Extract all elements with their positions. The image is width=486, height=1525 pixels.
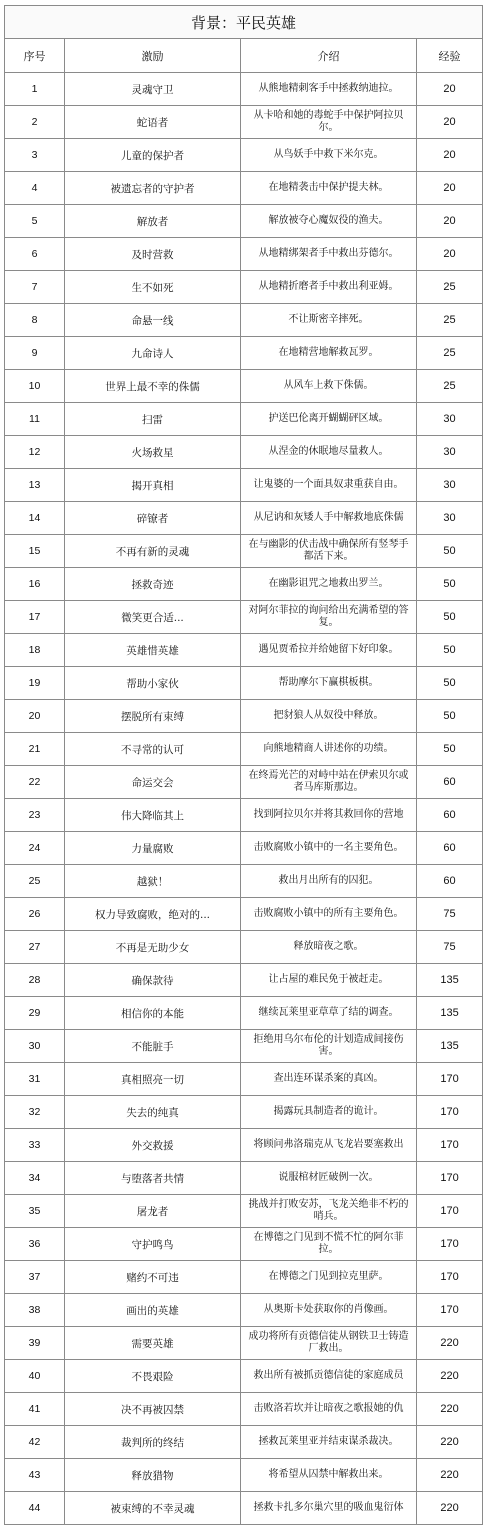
achievement-name-cell: 画出的英雄 xyxy=(65,1294,241,1327)
experience-cell: 60 xyxy=(417,799,483,832)
achievement-name-cell: 与堕落者共情 xyxy=(65,1162,241,1195)
achievement-description-cell: 从风车上救下侏儒。 xyxy=(241,370,417,403)
achievement-description-cell: 将顾问弗洛瑞克从飞龙岩要塞救出 xyxy=(241,1129,417,1162)
table-row xyxy=(5,1129,483,1162)
experience-cell: 50 xyxy=(417,634,483,667)
row-number-cell: 30 xyxy=(5,1030,65,1063)
table-row xyxy=(5,502,483,535)
row-number-cell: 24 xyxy=(5,832,65,865)
achievement-description-cell: 向熊地精商人讲述你的功绩。 xyxy=(241,733,417,766)
row-number-cell: 7 xyxy=(5,271,65,304)
achievement-name-cell: 英雄惜英雄 xyxy=(65,634,241,667)
table-row xyxy=(5,766,483,799)
row-number-cell: 21 xyxy=(5,733,65,766)
row-number-cell: 31 xyxy=(5,1063,65,1096)
achievement-description-cell: 从地精折磨者手中救出利亚姆。 xyxy=(241,271,417,304)
table-row xyxy=(5,1393,483,1426)
table-row xyxy=(5,139,483,172)
experience-cell: 25 xyxy=(417,271,483,304)
achievement-name-cell: 扫雷 xyxy=(65,403,241,436)
experience-cell: 30 xyxy=(417,502,483,535)
experience-cell: 20 xyxy=(417,172,483,205)
table-row xyxy=(5,1228,483,1261)
table-row xyxy=(5,73,483,106)
experience-cell: 170 xyxy=(417,1261,483,1294)
achievement-description-cell: 遇见贾希拉并给她留下好印象。 xyxy=(241,634,417,667)
achievement-description-cell: 把豺狼人从奴役中释放。 xyxy=(241,700,417,733)
achievement-name-cell: 被遗忘者的守护者 xyxy=(65,172,241,205)
row-number-cell: 29 xyxy=(5,997,65,1030)
achievement-name-cell: 裁判所的终结 xyxy=(65,1426,241,1459)
row-number-cell: 18 xyxy=(5,634,65,667)
achievement-name-cell: 命运交会 xyxy=(65,766,241,799)
achievement-name-cell: 力量腐败 xyxy=(65,832,241,865)
achievement-description-cell: 救出月出所有的囚犯。 xyxy=(241,865,417,898)
achievement-description-cell: 对阿尔菲拉的询问给出充满希望的答复。 xyxy=(241,601,417,634)
achievement-name-cell: 越狱！ xyxy=(65,865,241,898)
row-number-cell: 19 xyxy=(5,667,65,700)
experience-cell: 25 xyxy=(417,370,483,403)
achievement-description-cell: 让占屋的难民免于被赶走。 xyxy=(241,964,417,997)
row-number-cell: 34 xyxy=(5,1162,65,1195)
experience-cell: 220 xyxy=(417,1459,483,1492)
table-row xyxy=(5,106,483,139)
achievement-description-cell: 不让斯密辛摔死。 xyxy=(241,304,417,337)
row-number-cell: 25 xyxy=(5,865,65,898)
experience-cell: 60 xyxy=(417,865,483,898)
achievement-description-cell: 在博德之门见到拉克里萨。 xyxy=(241,1261,417,1294)
achievement-name-cell: 世界上最不幸的侏儒 xyxy=(65,370,241,403)
row-number-cell: 9 xyxy=(5,337,65,370)
table-row xyxy=(5,205,483,238)
achievement-description-cell: 帮助摩尔下赢棋板棋。 xyxy=(241,667,417,700)
achievement-description-cell: 击败洛若坎并让暗夜之歌报她的仇 xyxy=(241,1393,417,1426)
achievement-description-cell: 从卡哈和她的毒蛇手中保护阿拉贝尔。 xyxy=(241,106,417,139)
table-row xyxy=(5,964,483,997)
experience-cell: 75 xyxy=(417,931,483,964)
achievement-name-cell: 碎镣者 xyxy=(65,502,241,535)
table-row xyxy=(5,403,483,436)
table-row xyxy=(5,469,483,502)
row-number-cell: 28 xyxy=(5,964,65,997)
row-number-cell: 12 xyxy=(5,436,65,469)
table-row xyxy=(5,535,483,568)
row-number-cell: 32 xyxy=(5,1096,65,1129)
achievement-name-cell: 命悬一线 xyxy=(65,304,241,337)
table-row xyxy=(5,1426,483,1459)
table-row xyxy=(5,898,483,931)
achievement-description-cell: 成功将所有贡德信徒从钢铁卫士铸造厂救出。 xyxy=(241,1327,417,1360)
achievement-description-cell: 从鸟妖手中救下米尔克。 xyxy=(241,139,417,172)
table-row xyxy=(5,1360,483,1393)
achievement-name-cell: 被束缚的不幸灵魂 xyxy=(65,1492,241,1525)
experience-cell: 170 xyxy=(417,1294,483,1327)
experience-cell: 170 xyxy=(417,1162,483,1195)
achievements-table xyxy=(4,5,483,1525)
column-header-num: 序号 xyxy=(5,39,65,73)
column-header-xp: 经验 xyxy=(417,39,483,73)
achievement-description-cell: 揭露玩具制造者的诡计。 xyxy=(241,1096,417,1129)
experience-cell: 75 xyxy=(417,898,483,931)
experience-cell: 20 xyxy=(417,106,483,139)
achievement-name-cell: 九命诗人 xyxy=(65,337,241,370)
table-title: 背景：平民英雄 xyxy=(5,6,483,39)
row-number-cell: 8 xyxy=(5,304,65,337)
row-number-cell: 33 xyxy=(5,1129,65,1162)
table-row xyxy=(5,568,483,601)
table-row xyxy=(5,1030,483,1063)
experience-cell: 135 xyxy=(417,1030,483,1063)
table-row xyxy=(5,700,483,733)
table-row xyxy=(5,337,483,370)
achievement-name-cell: 帮助小家伙 xyxy=(65,667,241,700)
column-header-name: 激励 xyxy=(65,39,241,73)
achievement-description-cell: 继续瓦莱里亚草草了结的调查。 xyxy=(241,997,417,1030)
achievement-description-cell: 挑战并打败安苏，飞龙关绝非不朽的哨兵。 xyxy=(241,1195,417,1228)
experience-cell: 20 xyxy=(417,238,483,271)
table-row xyxy=(5,865,483,898)
table-row xyxy=(5,1492,483,1525)
table-row xyxy=(5,238,483,271)
table-row xyxy=(5,601,483,634)
table-row xyxy=(5,436,483,469)
experience-cell: 50 xyxy=(417,568,483,601)
achievement-name-cell: 灵魂守卫 xyxy=(65,73,241,106)
row-number-cell: 14 xyxy=(5,502,65,535)
experience-cell: 220 xyxy=(417,1492,483,1525)
achievement-name-cell: 摆脱所有束缚 xyxy=(65,700,241,733)
achievement-name-cell: 拯救奇迹 xyxy=(65,568,241,601)
experience-cell: 20 xyxy=(417,139,483,172)
achievement-description-cell: 找到阿拉贝尔并将其救回你的营地 xyxy=(241,799,417,832)
experience-cell: 25 xyxy=(417,337,483,370)
achievement-name-cell: 相信你的本能 xyxy=(65,997,241,1030)
row-number-cell: 20 xyxy=(5,700,65,733)
table-row xyxy=(5,997,483,1030)
column-header-desc: 介绍 xyxy=(241,39,417,73)
achievement-description-cell: 在地精袭击中保护提夫林。 xyxy=(241,172,417,205)
table-row xyxy=(5,1261,483,1294)
experience-cell: 220 xyxy=(417,1393,483,1426)
table-row xyxy=(5,370,483,403)
table-row xyxy=(5,1327,483,1360)
table-row xyxy=(5,1195,483,1228)
achievement-name-cell: 失去的纯真 xyxy=(65,1096,241,1129)
row-number-cell: 26 xyxy=(5,898,65,931)
achievement-name-cell: 决不再被囚禁 xyxy=(65,1393,241,1426)
experience-cell: 20 xyxy=(417,205,483,238)
achievement-description-cell: 拒绝用乌尔布伦的计划造成间接伤害。 xyxy=(241,1030,417,1063)
achievement-description-cell: 在幽影诅咒之地救出罗兰。 xyxy=(241,568,417,601)
table-row xyxy=(5,1294,483,1327)
row-number-cell: 42 xyxy=(5,1426,65,1459)
row-number-cell: 10 xyxy=(5,370,65,403)
experience-cell: 220 xyxy=(417,1327,483,1360)
experience-cell: 25 xyxy=(417,304,483,337)
achievement-name-cell: 不畏艰险 xyxy=(65,1360,241,1393)
experience-cell: 220 xyxy=(417,1360,483,1393)
experience-cell: 60 xyxy=(417,766,483,799)
table-row xyxy=(5,271,483,304)
achievement-name-cell: 不再是无助少女 xyxy=(65,931,241,964)
achievement-name-cell: 蛇语者 xyxy=(65,106,241,139)
row-number-cell: 2 xyxy=(5,106,65,139)
row-number-cell: 11 xyxy=(5,403,65,436)
experience-cell: 50 xyxy=(417,601,483,634)
row-number-cell: 23 xyxy=(5,799,65,832)
achievement-description-cell: 从地精绑架者手中救出芬德尔。 xyxy=(241,238,417,271)
row-number-cell: 37 xyxy=(5,1261,65,1294)
achievement-name-cell: 不寻常的认可 xyxy=(65,733,241,766)
row-number-cell: 43 xyxy=(5,1459,65,1492)
table-row xyxy=(5,799,483,832)
achievement-description-cell: 释放暗夜之歌。 xyxy=(241,931,417,964)
table-row xyxy=(5,1063,483,1096)
experience-cell: 220 xyxy=(417,1426,483,1459)
experience-cell: 170 xyxy=(417,1195,483,1228)
row-number-cell: 22 xyxy=(5,766,65,799)
row-number-cell: 44 xyxy=(5,1492,65,1525)
achievement-name-cell: 微笑更合适... xyxy=(65,601,241,634)
achievement-description-cell: 拯救卡扎多尔巢穴里的吸血鬼衍体 xyxy=(241,1492,417,1525)
row-number-cell: 38 xyxy=(5,1294,65,1327)
achievement-description-cell: 让鬼婆的一个面具奴隶重获自由。 xyxy=(241,469,417,502)
table-row xyxy=(5,1162,483,1195)
row-number-cell: 41 xyxy=(5,1393,65,1426)
achievement-name-cell: 屠龙者 xyxy=(65,1195,241,1228)
experience-cell: 170 xyxy=(417,1228,483,1261)
achievement-name-cell: 解放者 xyxy=(65,205,241,238)
achievement-description-cell: 在终焉光芒的对峙中站在伊索贝尔或者马库斯那边。 xyxy=(241,766,417,799)
achievement-name-cell: 儿童的保护者 xyxy=(65,139,241,172)
row-number-cell: 3 xyxy=(5,139,65,172)
row-number-cell: 39 xyxy=(5,1327,65,1360)
achievement-name-cell: 伟大降临其上 xyxy=(65,799,241,832)
row-number-cell: 1 xyxy=(5,73,65,106)
experience-cell: 170 xyxy=(417,1096,483,1129)
table-row xyxy=(5,304,483,337)
achievement-name-cell: 释放猎物 xyxy=(65,1459,241,1492)
experience-cell: 50 xyxy=(417,667,483,700)
row-number-cell: 40 xyxy=(5,1360,65,1393)
experience-cell: 30 xyxy=(417,469,483,502)
achievement-description-cell: 击败腐败小镇中的一名主要角色。 xyxy=(241,832,417,865)
achievement-description-cell: 在与幽影的伏击战中确保所有竖琴手都活下来。 xyxy=(241,535,417,568)
achievement-description-cell: 从奥斯卡处获取你的肖像画。 xyxy=(241,1294,417,1327)
experience-cell: 50 xyxy=(417,733,483,766)
experience-cell: 170 xyxy=(417,1129,483,1162)
achievement-name-cell: 生不如死 xyxy=(65,271,241,304)
achievement-description-cell: 救出所有被抓贡德信徒的家庭成员 xyxy=(241,1360,417,1393)
row-number-cell: 13 xyxy=(5,469,65,502)
table-row xyxy=(5,634,483,667)
achievement-description-cell: 说服棺材匠破例一次。 xyxy=(241,1162,417,1195)
row-number-cell: 4 xyxy=(5,172,65,205)
achievement-name-cell: 外交救援 xyxy=(65,1129,241,1162)
experience-cell: 135 xyxy=(417,964,483,997)
achievement-name-cell: 火场救星 xyxy=(65,436,241,469)
row-number-cell: 6 xyxy=(5,238,65,271)
achievement-name-cell: 确保款待 xyxy=(65,964,241,997)
achievement-name-cell: 守护鸣鸟 xyxy=(65,1228,241,1261)
row-number-cell: 17 xyxy=(5,601,65,634)
table-row xyxy=(5,733,483,766)
achievement-name-cell: 权力导致腐败，绝对的... xyxy=(65,898,241,931)
table-row xyxy=(5,1096,483,1129)
achievement-name-cell: 不能脏手 xyxy=(65,1030,241,1063)
row-number-cell: 35 xyxy=(5,1195,65,1228)
achievement-name-cell: 真相照亮一切 xyxy=(65,1063,241,1096)
achievement-description-cell: 击败腐败小镇中的所有主要角色。 xyxy=(241,898,417,931)
achievement-description-cell: 将希望从囚禁中解救出来。 xyxy=(241,1459,417,1492)
achievement-name-cell: 需要英雄 xyxy=(65,1327,241,1360)
achievement-description-cell: 查出连环谋杀案的真凶。 xyxy=(241,1063,417,1096)
row-number-cell: 36 xyxy=(5,1228,65,1261)
row-number-cell: 5 xyxy=(5,205,65,238)
row-number-cell: 15 xyxy=(5,535,65,568)
experience-cell: 50 xyxy=(417,700,483,733)
experience-cell: 50 xyxy=(417,535,483,568)
table-row xyxy=(5,667,483,700)
achievement-description-cell: 拯救瓦莱里亚并结束谋杀裁决。 xyxy=(241,1426,417,1459)
achievement-description-cell: 护送巴伦离开蝴蝴砰区域。 xyxy=(241,403,417,436)
achievement-description-cell: 从涅金的休眠地尽量救人。 xyxy=(241,436,417,469)
experience-cell: 170 xyxy=(417,1063,483,1096)
achievement-name-cell: 赌约不可违 xyxy=(65,1261,241,1294)
experience-cell: 20 xyxy=(417,73,483,106)
experience-cell: 30 xyxy=(417,403,483,436)
row-number-cell: 27 xyxy=(5,931,65,964)
achievement-name-cell: 揭开真相 xyxy=(65,469,241,502)
achievement-description-cell: 解放被夺心魔奴役的渔夫。 xyxy=(241,205,417,238)
table-row xyxy=(5,172,483,205)
experience-cell: 30 xyxy=(417,436,483,469)
achievement-description-cell: 从熊地精刺客手中拯救纳迪拉。 xyxy=(241,73,417,106)
experience-cell: 60 xyxy=(417,832,483,865)
achievement-description-cell: 在地精营地解救瓦罗。 xyxy=(241,337,417,370)
achievement-name-cell: 不再有新的灵魂 xyxy=(65,535,241,568)
achievement-description-cell: 在博德之门见到不慌不忙的阿尔菲拉。 xyxy=(241,1228,417,1261)
experience-cell: 135 xyxy=(417,997,483,1030)
achievement-name-cell: 及时营救 xyxy=(65,238,241,271)
table-row xyxy=(5,832,483,865)
row-number-cell: 16 xyxy=(5,568,65,601)
table-row xyxy=(5,1459,483,1492)
achievement-description-cell: 从尼讷和灰矮人手中解救地底侏儒 xyxy=(241,502,417,535)
table-row xyxy=(5,931,483,964)
